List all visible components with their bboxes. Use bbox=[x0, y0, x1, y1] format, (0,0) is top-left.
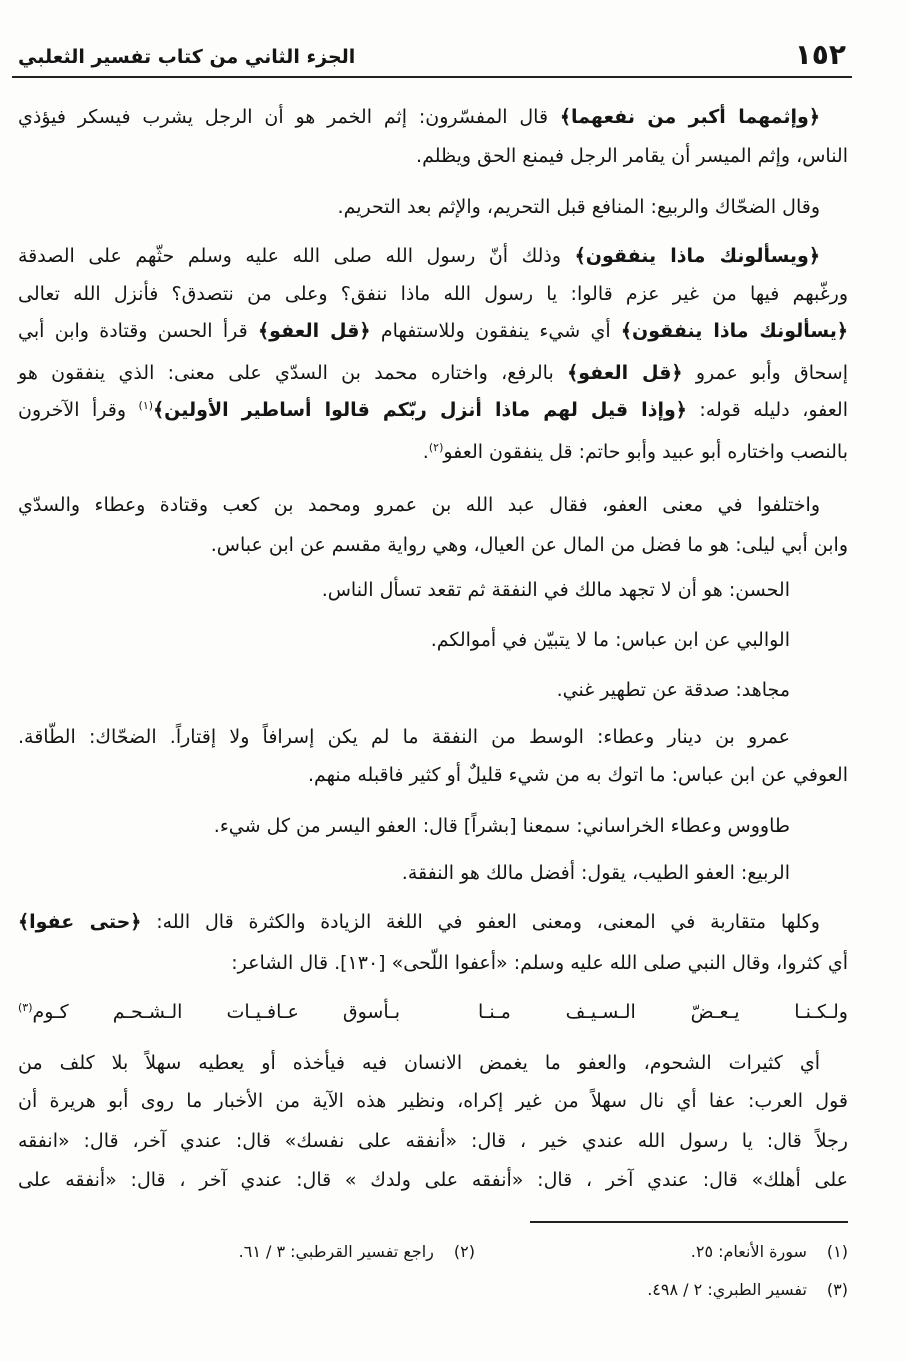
text-segment: بالرفع، واختاره محمد بن السدّي على معنى: الذي ينفقون هو bbox=[18, 362, 568, 384]
verse-second-hemistich bbox=[18, 994, 400, 1030]
text-segment: بالنصب واختاره أبو عبيد وأبو حاتم: قل ينفقون العفو bbox=[443, 441, 848, 463]
text-segment: عمرو بن دينار وعطاء: الوسط من النفقة ما لم يكن إسرافاً ولا إقتاراً. الضحّاك: الطّاقة. bbox=[18, 726, 790, 748]
paragraph-line bbox=[18, 855, 790, 891]
paragraph-line bbox=[18, 527, 848, 563]
quran-quote: ﴿ويسألونك ماذا ينفقون﴾ bbox=[574, 245, 820, 267]
text-segment: العفو، دليله قوله: bbox=[686, 399, 848, 421]
text-segment: ورغّبهم فيها من غير عزم قالوا: يا رسول الله ماذا ننفق؟ وعلى من نتصدق؟ فأنزل الله تعالى bbox=[18, 283, 848, 305]
footnote bbox=[691, 1240, 848, 1264]
text-segment: رجلاً قال: يا رسول الله عندي خير ، قال: «أنفقه على نفسك» قال: عندي آخر، قال: «انفقه bbox=[18, 1130, 848, 1152]
footnote bbox=[239, 1240, 475, 1264]
text-segment: مجاهد: صدقة عن تطهير غني. bbox=[556, 679, 790, 701]
quran-quote: ﴿قل العفو﴾ bbox=[258, 320, 371, 342]
text-segment: الربيع: العفو الطيب، يقول: أفضل مالك هو النفقة. bbox=[401, 862, 790, 884]
text-segment: وقال الضحّاك والربيع: المنافع قبل التحريم، والإثم بعد التحريم. bbox=[337, 196, 820, 218]
paragraph-line bbox=[18, 434, 848, 470]
paragraph-line bbox=[18, 487, 820, 523]
text-segment: أي كثيرات الشحوم، والعفو ما يغمض الانسان فيه فيأخذه أو يعطيه سهلاً بلا كلف من bbox=[18, 1052, 820, 1074]
text-segment: أي شيء ينفقون وللاستفهام bbox=[370, 320, 621, 342]
quran-quote: ﴿وإثمهما أكبر من نفعهما﴾ bbox=[559, 106, 820, 128]
paragraph-line bbox=[18, 945, 848, 981]
text-segment: قال المفسّرون: إثم الخمر هو أن الرجل يشرب فيسكر فيؤذي bbox=[18, 106, 560, 128]
page-number: ١٥٢ bbox=[794, 38, 846, 71]
text-segment: وكلها متقاربة في المعنى، ومعنى العفو في اللغة الزيادة والكثرة قال الله: bbox=[141, 911, 820, 933]
quran-quote: ﴿حتى عفوا﴾ bbox=[18, 911, 142, 933]
paragraph-line bbox=[18, 622, 790, 658]
text-segment: . bbox=[422, 441, 429, 463]
paragraph-line bbox=[18, 1083, 848, 1119]
text-segment: قرأ الحسن وقتادة وابن أبي bbox=[18, 320, 259, 342]
paragraph-line bbox=[18, 276, 848, 312]
text-segment: العوفي عن ابن عباس: ما اتوك به من شيء قليلٌ أو كثير فاقبله منهم. bbox=[307, 764, 848, 786]
footnote-number: (٢) bbox=[453, 1242, 475, 1261]
paragraph-line bbox=[18, 757, 848, 793]
quran-quote: ﴿وإذا قيل لهم ماذا أنزل ربّكم قالوا أساطير الأولين﴾ bbox=[153, 399, 687, 421]
paragraph-line bbox=[18, 238, 820, 274]
paragraph-line bbox=[18, 1045, 820, 1081]
footnote bbox=[647, 1278, 848, 1302]
paragraph-line bbox=[18, 719, 790, 755]
header-rule bbox=[12, 76, 852, 78]
paragraph-line bbox=[18, 99, 820, 135]
text-segment: أي كثروا، وقال النبي صلى الله عليه وسلم: «أعفوا اللّحى» [١٣٠]. قال الشاعر: bbox=[231, 952, 848, 974]
footnote-text: تفسير الطبري: ٢ / ٤٩٨. bbox=[647, 1280, 807, 1299]
text-segment: وذلك أنّ رسول الله صلى الله عليه وسلم حثّهم على الصدقة bbox=[18, 245, 575, 267]
footnote-text: راجع تفسير القرطبي: ٣ / ٦١. bbox=[238, 1242, 434, 1261]
paragraph-line bbox=[18, 572, 790, 608]
paragraph-line bbox=[18, 1123, 848, 1159]
text-segment: طاووس وعطاء الخراساني: سمعنا [بشراً] قال: العفو اليسر من كل شيء. bbox=[213, 815, 790, 837]
footnote-ref: (٢) bbox=[428, 441, 444, 454]
paragraph-line bbox=[18, 904, 820, 940]
footnote-ref: (٣) bbox=[18, 1001, 33, 1014]
text-segment: قول العرب: عفا أي نال سهلاً من غير إكراه، ونظير هذه الآية من الأخبار ما روى أبو هريرة أن bbox=[18, 1090, 848, 1112]
running-title: الجزء الثاني من كتاب تفسير الثعلبي bbox=[18, 46, 356, 68]
paragraph-line bbox=[18, 355, 848, 391]
footnote-ref: (١) bbox=[138, 399, 154, 412]
paragraph-line bbox=[18, 1162, 848, 1198]
verse-text: بـأسوق عـافـيـات الـشـحـم كـوم bbox=[32, 1001, 400, 1023]
text-segment: واختلفوا في معنى العفو، فقال عبد الله بن عمرو ومحمد بن كعب وقتادة وعطاء والسدّي bbox=[18, 494, 820, 516]
quran-quote: ﴿يسألونك ماذا ينفقون﴾ bbox=[620, 320, 848, 342]
paragraph-line bbox=[18, 808, 790, 844]
text-segment: إسحاق وأبو عمرو bbox=[682, 362, 848, 384]
footnote-rule bbox=[530, 1221, 848, 1223]
quran-quote: ﴿قل العفو﴾ bbox=[567, 362, 683, 384]
paragraph-line bbox=[18, 189, 820, 225]
text-segment: على أهلك» قال: عندي آخر ، قال: «أنفقه على ولدك » قال: عندي آخر ، قال: «أنفقه على bbox=[18, 1169, 848, 1191]
text-segment: الناس، وإثم الميسر أن يقامر الرجل فيمنع الحق ويظلم. bbox=[416, 145, 848, 167]
footnote-text: سورة الأنعام: ٢٥. bbox=[690, 1242, 807, 1261]
paragraph-line bbox=[18, 392, 848, 428]
paragraph-line bbox=[18, 313, 848, 349]
footnote-number: (١) bbox=[826, 1242, 848, 1261]
paragraph-line bbox=[18, 138, 848, 174]
paragraph-line bbox=[18, 672, 790, 708]
text-segment: وقرأ الآخرون bbox=[18, 399, 139, 421]
verse-first-hemistich: ولـكـنـا يـعـضّ الـسـيـف مـنـا bbox=[478, 1001, 848, 1023]
text-segment: وابن أبي ليلى: هو ما فضل من المال عن العيال، وهي رواية مقسم عن ابن عباس. bbox=[210, 534, 848, 556]
text-segment: الوالبي عن ابن عباس: ما لا يتبيّن في أموالكم. bbox=[430, 629, 790, 651]
footnote-number: (٣) bbox=[826, 1280, 848, 1299]
text-segment: الحسن: هو أن لا تجهد مالك في النفقة ثم تقعد تسأل الناس. bbox=[321, 579, 790, 601]
